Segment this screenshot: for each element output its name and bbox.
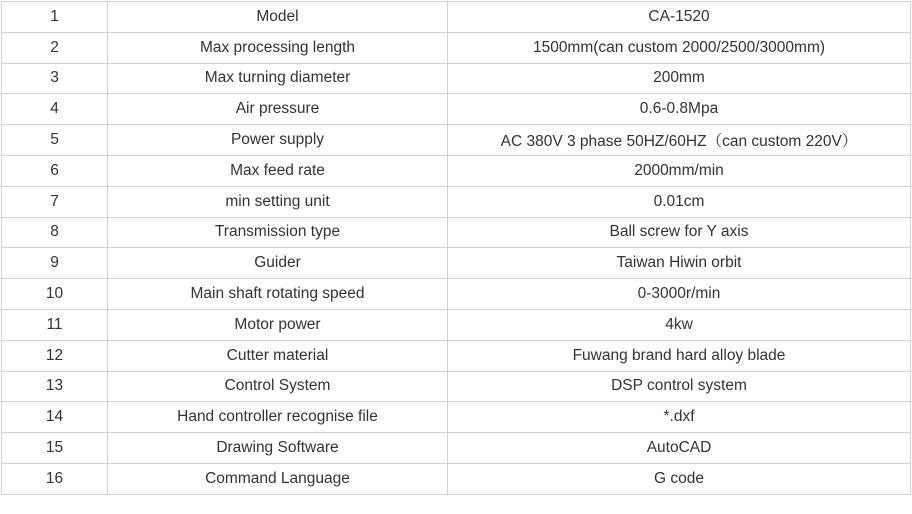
parameter-cell: Hand controller recognise file [108, 402, 448, 433]
row-number-cell: 14 [2, 402, 108, 433]
parameter-cell: Main shaft rotating speed [108, 279, 448, 310]
value-cell: Taiwan Hiwin orbit [448, 248, 911, 279]
spec-table-body [2, 2, 911, 495]
row-number-cell: 11 [2, 309, 108, 340]
value-cell: G code [448, 463, 911, 494]
table-row [2, 433, 911, 464]
value-cell: 0.6-0.8Mpa [448, 94, 911, 125]
value-cell: 200mm [448, 63, 911, 94]
parameter-cell: min setting unit [108, 186, 448, 217]
value-cell: 0-3000r/min [448, 279, 911, 310]
parameter-cell: Max feed rate [108, 155, 448, 186]
table-row [2, 463, 911, 494]
value-cell: DSP control system [448, 371, 911, 402]
value-cell: 1500mm(can custom 2000/2500/3000mm) [448, 32, 911, 63]
value-cell: *.dxf [448, 402, 911, 433]
parameter-cell: Max processing length [108, 32, 448, 63]
value-cell: Fuwang brand hard alloy blade [448, 340, 911, 371]
row-number-cell: 1 [2, 2, 108, 33]
parameter-cell: Motor power [108, 309, 448, 340]
parameter-cell: Air pressure [108, 94, 448, 125]
parameter-cell: Control System [108, 371, 448, 402]
row-number-cell: 4 [2, 94, 108, 125]
row-number-cell: 16 [2, 463, 108, 494]
parameter-cell: Command Language [108, 463, 448, 494]
table-row [2, 371, 911, 402]
table-row [2, 340, 911, 371]
row-number-cell: 10 [2, 279, 108, 310]
parameter-cell: Guider [108, 248, 448, 279]
table-row [2, 217, 911, 248]
table-row [2, 32, 911, 63]
row-number-cell: 12 [2, 340, 108, 371]
row-number-cell: 7 [2, 186, 108, 217]
parameter-cell: Cutter material [108, 340, 448, 371]
parameter-cell: Power supply [108, 125, 448, 156]
table-row [2, 279, 911, 310]
value-cell: AutoCAD [448, 433, 911, 464]
table-row [2, 402, 911, 433]
value-cell: 2000mm/min [448, 155, 911, 186]
table-row [2, 309, 911, 340]
row-number-cell: 9 [2, 248, 108, 279]
row-number-cell: 8 [2, 217, 108, 248]
row-number-cell: 15 [2, 433, 108, 464]
parameter-cell: Transmission type [108, 217, 448, 248]
parameter-cell: Drawing Software [108, 433, 448, 464]
value-cell: Ball screw for Y axis [448, 217, 911, 248]
row-number-cell: 2 [2, 32, 108, 63]
table-row [2, 63, 911, 94]
value-cell: 4kw [448, 309, 911, 340]
row-number-cell: 13 [2, 371, 108, 402]
table-row [2, 2, 911, 33]
table-row [2, 125, 911, 156]
value-cell: CA-1520 [448, 2, 911, 33]
row-number-cell: 5 [2, 125, 108, 156]
value-cell: 0.01cm [448, 186, 911, 217]
spec-table [1, 1, 911, 495]
row-number-cell: 6 [2, 155, 108, 186]
table-row [2, 155, 911, 186]
row-number-cell: 3 [2, 63, 108, 94]
table-row [2, 94, 911, 125]
parameter-cell: Max turning diameter [108, 63, 448, 94]
table-row [2, 248, 911, 279]
value-cell: AC 380V 3 phase 50HZ/60HZ（can custom 220V） [448, 125, 911, 156]
table-row [2, 186, 911, 217]
parameter-cell: Model [108, 2, 448, 33]
